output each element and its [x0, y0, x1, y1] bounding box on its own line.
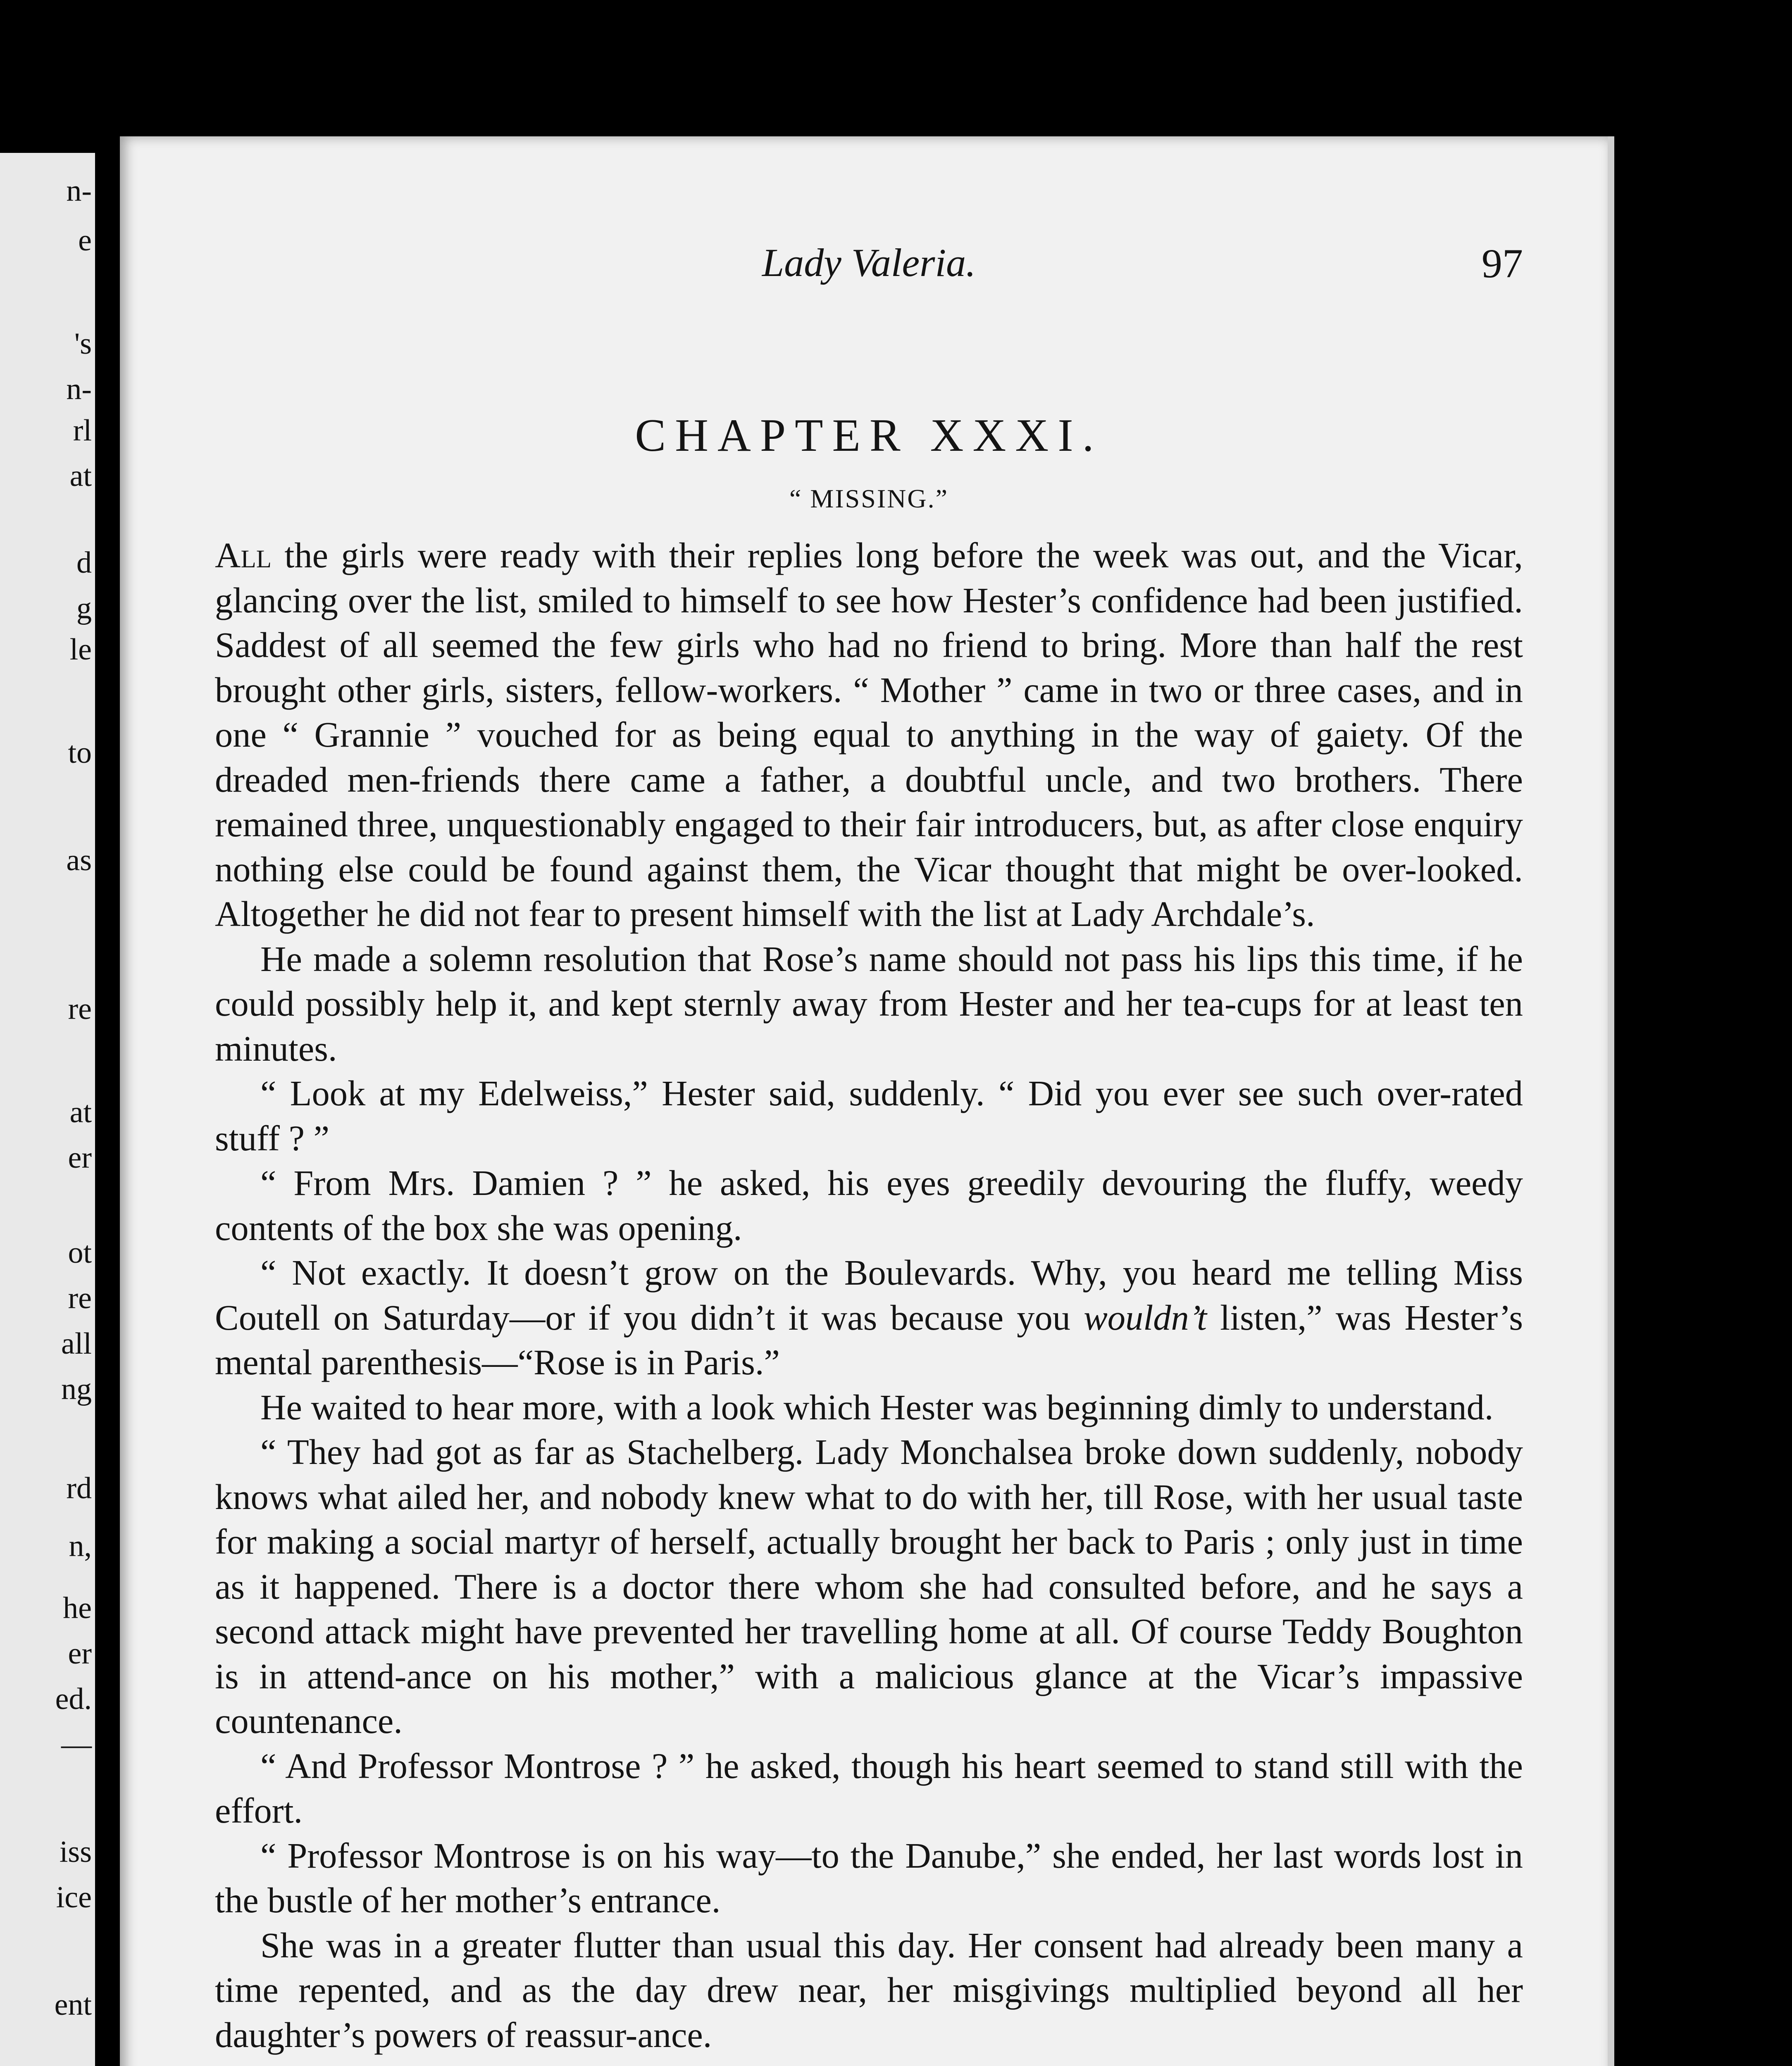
running-title: Lady Valeria. — [762, 240, 976, 285]
left-page-fragment: re — [68, 1281, 92, 1315]
left-page-fragment: he — [63, 1591, 92, 1625]
paragraph-5-emphasis: wouldn’t — [1084, 1297, 1207, 1338]
left-page-fragment: all — [61, 1327, 92, 1361]
paragraph-10: She was in a greater flutter than usual this day. Her consent had already been many a time repented, and as the day drew near, her misgivings multiplied beyond all her daughter’s powers of reassur-ance. — [215, 1925, 1523, 2055]
paragraph-5 — [215, 1250, 1523, 1385]
left-page-fragment: rl — [73, 414, 92, 447]
paragraph-5-text-a: “ Not exactly. It doesn’t grow on the Boulevards. Why, you heard me telling Miss Coutell on Saturday—or if you didn’t it was because you — [215, 1253, 1523, 1338]
left-page-fragment: to — [68, 736, 92, 770]
left-page-fragment: — — [61, 1728, 92, 1761]
page-number: 97 — [1482, 240, 1523, 286]
left-page-fragment: er — [68, 1637, 92, 1671]
left-page-fragment: n, — [69, 1529, 92, 1563]
chapter-subtitle: “ MISSING.” — [789, 484, 948, 513]
left-page-fragment: ot — [68, 1236, 92, 1270]
left-page-fragment: e — [78, 224, 92, 257]
left-page-fragment: le — [69, 633, 92, 666]
book-page — [120, 136, 1608, 2066]
paragraph-lead-word: All — [215, 536, 272, 575]
left-page-fragment: at — [69, 459, 92, 493]
chapter-heading: CHAPTER XXXI. — [635, 410, 1103, 461]
paragraph-8: “ And Professor Montrose ? ” he asked, though his heart seemed to stand still with the effort. — [215, 1746, 1523, 1830]
paragraph-6: He waited to hear more, with a look which Hester was beginning dimly to understand. — [260, 1387, 1494, 1427]
body-text — [215, 533, 1523, 2057]
left-page-fragment: ent — [54, 1988, 92, 2022]
left-page-edge — [0, 153, 95, 2066]
left-page-fragment: ed. — [55, 1682, 92, 1716]
page-edge-shadow — [1608, 136, 1614, 2066]
left-page-fragment: g — [76, 591, 92, 625]
paragraph-1 — [215, 533, 1523, 937]
left-page-fragment: n- — [66, 174, 92, 208]
left-page-fragment: iss — [59, 1835, 92, 1869]
left-page-fragment: as — [66, 843, 92, 877]
paragraph-9: “ Professor Montrose is on his way—to the Danube,” she ended, her last words lost in the bustle of her mother’s entrance. — [215, 1835, 1523, 1920]
paragraph-3: “ Look at my Edelweiss,” Hester said, suddenly. “ Did you ever see such over-rated stuff ? ” — [215, 1073, 1523, 1158]
paragraph-7: “ They had got as far as Stachelberg. Lady Monchalsea broke down suddenly, nobody knows what ailed her, and nobody knew what to do with her, till Rose, with her usual taste for making a social martyr of herself, actually brought her back to Paris ; only just in time as it happened. There is a doctor there whom she had consulted before, and he says a second attack might have prevented her travelling home at all. Of course Teddy Boughton is in attend-ance on his mother,” with a malicious glance at the Vicar’s impassive countenance. — [215, 1432, 1523, 1741]
paragraph-4: “ From Mrs. Damien ? ” he asked, his eyes greedily devouring the fluffy, weedy contents of the box she was opening. — [215, 1163, 1523, 1248]
left-page-fragment: n- — [66, 372, 92, 406]
left-page-fragment: ice — [56, 1880, 92, 1914]
left-page-fragment: at — [69, 1095, 92, 1129]
left-page-fragment: ng — [61, 1372, 92, 1406]
left-page-fragment: re — [68, 992, 92, 1026]
left-page-fragment: rd — [66, 1471, 92, 1505]
paragraph-1-text: the girls were ready with their replies long before the week was out, and the Vicar, glancing over the list, smiled to himself to see how Hester’s confidence had been justified. Saddest of all seemed the few girls who had no friend to bring. More than half the rest brought other girls, sisters, fellow-workers. “ Mother ” came in two or three cases, and in one “ Grannie ” vouched for as being equal to anything in the way of gaiety. Of the dreaded men-friends there came a father, a doubtful uncle, and two brothers. There remained three, unquestionably engaged to their fair introducers, but, as after close enquiry nothing else could be found against them, the Vicar thought that might be over-looked. Altogether he did not fear to present himself with the list at Lady Archdale’s. — [215, 536, 1523, 934]
left-page-fragment: er — [68, 1141, 92, 1175]
left-page-fragment: d — [76, 546, 92, 580]
left-page-fragment: 's — [74, 327, 92, 361]
paragraph-5-text-b: listen,” was Hester’s mental parenthesis—“Rose is in Paris.” — [215, 1297, 1523, 1382]
running-head — [215, 240, 1523, 298]
paragraph-2: He made a solemn resolution that Rose’s name should not pass his lips this time, if he could possibly help it, and kept sternly away from Hester and her tea-cups for at least ten minutes. — [215, 939, 1523, 1069]
